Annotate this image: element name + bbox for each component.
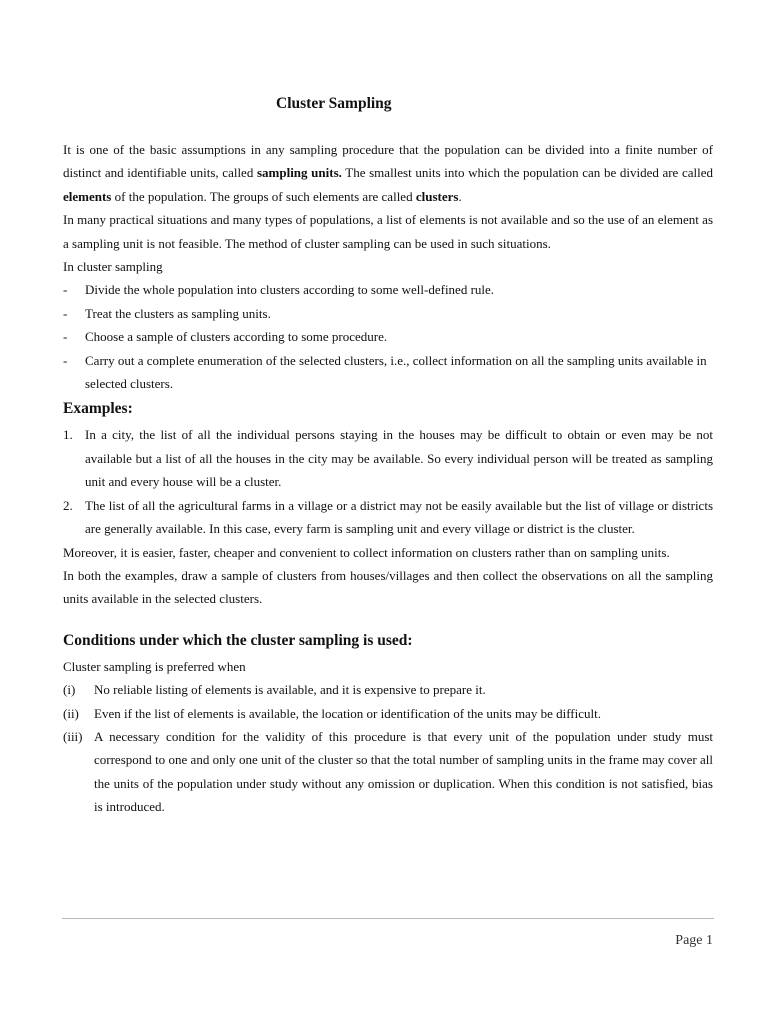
paragraph-both-examples: In both the examples, draw a sample of clusters from houses/villages and then collect the observations on all the sampling units available in the selected clusters.	[63, 567, 713, 607]
list-item-text: The list of all the agricultural farms in a village or a district may not be easily available but the list of village or districts are generally available. In this case, every farm is sampling unit and every village or district is the cluster.	[85, 497, 713, 537]
intro-text-3: of the population. The groups of such elements are called	[111, 188, 416, 204]
list-item	[63, 302, 713, 325]
intro-paragraph	[63, 138, 713, 208]
list-item-text: In a city, the list of all the individual persons staying in the houses may be difficult to obtain or even may be not available but a list of all the houses in the city may be available. So every individual person will be treated as sampling unit and every house will be a cluster.	[85, 427, 713, 490]
list-item-text: A necessary condition for the validity of this procedure is that every unit of the population under study must correspond to one and only one unit of the cluster so that the total number of sampling units in the frame may cover all the units of the population under study without any omission or duplication. When this condition is not satisfied, bias is introduced.	[94, 728, 713, 815]
page-number: Page 1	[675, 933, 713, 948]
term-sampling-units: sampling units.	[256, 165, 342, 181]
spacer	[63, 611, 713, 627]
term-clusters: clusters	[415, 188, 459, 204]
list-item-text: Treat the clusters as sampling units.	[85, 305, 271, 321]
list-number: (iii)	[63, 728, 83, 744]
term-elements: elements	[63, 188, 112, 204]
examples-heading: Examples:	[63, 400, 133, 418]
list-number: (ii)	[63, 705, 79, 721]
dash-bullet: -	[63, 305, 68, 321]
intro-text-1: It is one of the basic assumptions in any sampling procedure that the population can be divided into a finite number of distinct and identifiable units, called	[63, 142, 713, 181]
conditions-heading: Conditions under which the cluster sampling is used:	[63, 631, 413, 649]
list-item	[63, 278, 713, 301]
list-item-text: Choose a sample of clusters according to some procedure.	[85, 329, 388, 345]
body-text	[63, 138, 713, 819]
list-item-text: No reliable listing of elements is available, and it is expensive to prepare it.	[94, 682, 486, 698]
dash-bullet: -	[63, 282, 68, 298]
list-item	[63, 494, 713, 541]
list-item	[63, 725, 713, 819]
intro-text-4: .	[458, 188, 462, 204]
intro-text-2: The smallest units into which the population can be divided are called	[341, 165, 713, 181]
paragraph-practical-situations: In many practical situations and many types of populations, a list of elements is not available and so the use of an element as a sampling unit is not feasible. The method of cluster sampling can be used in such situations.	[63, 212, 713, 251]
footer-divider	[62, 918, 714, 919]
list-item	[63, 349, 713, 396]
dash-bullet: -	[63, 352, 68, 368]
conditions-intro: Cluster sampling is preferred when	[63, 658, 246, 674]
list-item-text: Even if the list of elements is available, the location or identification of the units may be difficult.	[94, 705, 601, 721]
list-item	[63, 325, 713, 348]
list-item	[63, 423, 713, 493]
list-item-text: Carry out a complete enumeration of the selected clusters, i.e., collect information on all the sampling units available in selected clusters.	[85, 352, 707, 392]
page-title: Cluster Sampling	[276, 95, 392, 112]
list-item	[63, 678, 713, 701]
examples-list	[63, 423, 713, 540]
paragraph-in-cluster-sampling: In cluster sampling	[63, 259, 163, 275]
list-number: 1.	[63, 427, 73, 443]
list-item	[63, 702, 713, 725]
list-number: (i)	[63, 682, 76, 698]
dash-bullet: -	[63, 329, 68, 345]
list-number: 2.	[63, 497, 73, 513]
list-item-text: Divide the whole population into clusters according to some well-defined rule.	[85, 282, 495, 298]
paragraph-moreover: Moreover, it is easier, faster, cheaper and convenient to collect information on clusters rather than on sampling units.	[63, 544, 670, 560]
steps-list	[63, 278, 713, 395]
conditions-list	[63, 678, 713, 818]
